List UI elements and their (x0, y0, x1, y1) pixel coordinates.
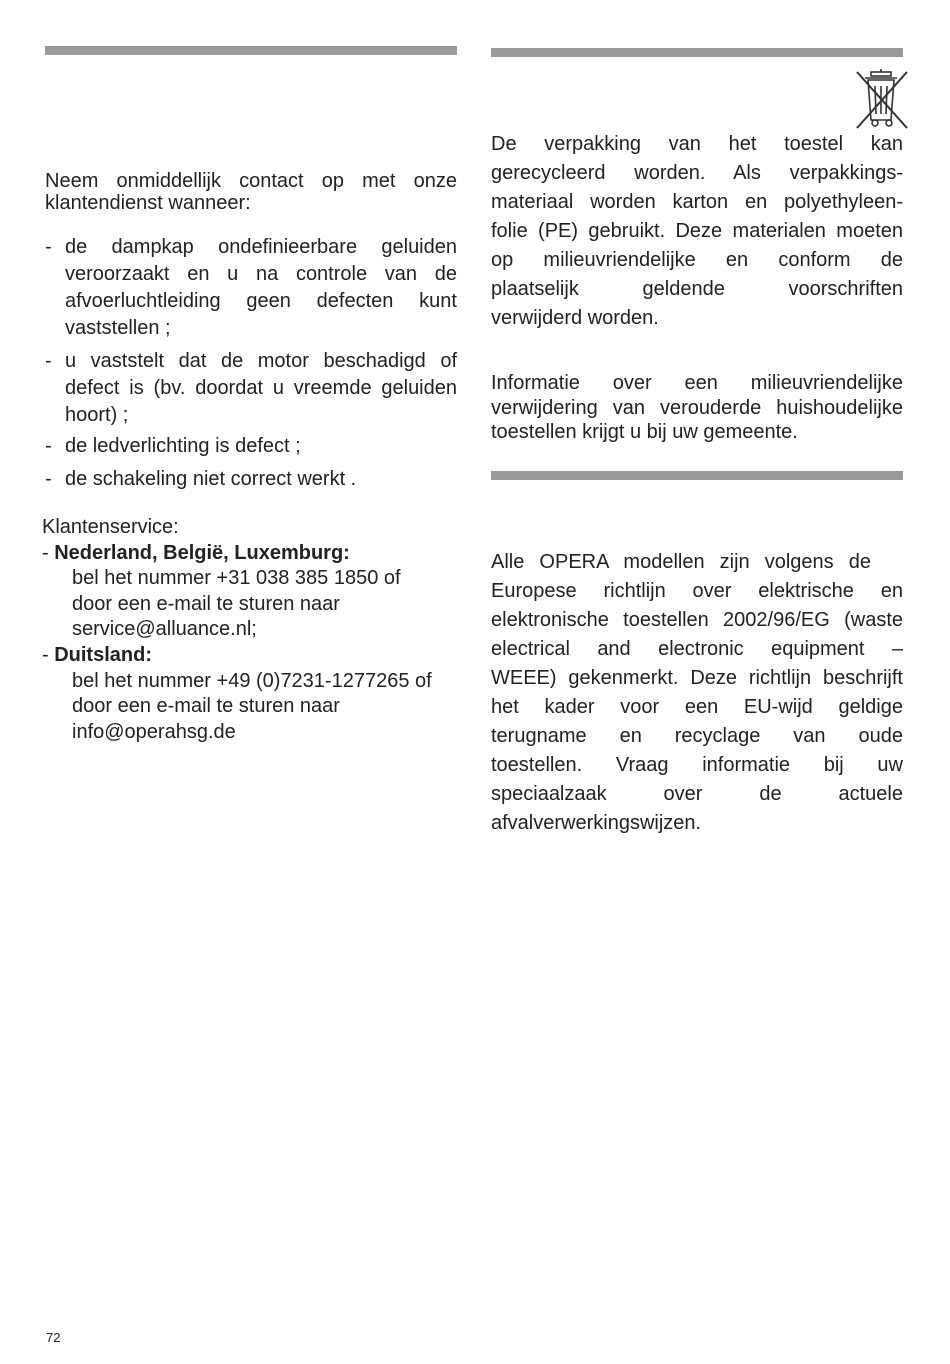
text-line: het kader voor een EU-wijd geldige (491, 696, 903, 718)
customer-service-label: Klantenservice: (42, 516, 179, 538)
text-line: plaatselijk geldende voorschriften (491, 278, 903, 300)
text-line: toestellen. Vraag informatie bij uw (491, 754, 903, 776)
bullet-dash: - (45, 350, 52, 372)
list-item (45, 466, 457, 493)
page-number: 72 (46, 1330, 61, 1345)
region-line: bel het nummer +49 (0)7231-1277265 of (72, 669, 432, 692)
text-line: De verpakking van het toestel kan (491, 133, 903, 155)
customer-service-block (42, 515, 462, 745)
text-line: afvalverwerkingswijzen. (491, 812, 702, 834)
region-line: bel het nummer +31 038 385 1850 of (72, 567, 401, 590)
region-line: door een e-mail te sturen naar (72, 695, 340, 718)
region-name: Duitsland: (54, 643, 152, 666)
bullet-dash: - (45, 435, 52, 457)
bullet-dash: - (45, 236, 52, 258)
text-line: elektronische toestellen 2002/96/EG (waste (491, 609, 903, 631)
text-line: verwijderd worden. (491, 307, 659, 329)
list-item-text: u vaststelt dat de motor beschadigd of defect is (bv. doordat u vreemde geluiden hoort) ; (65, 350, 457, 426)
list-item (45, 234, 457, 342)
region-name: Nederland, België, Luxemburg: (54, 541, 350, 564)
region-line: info@operahsg.de (72, 720, 236, 743)
disposal-info-paragraph (491, 371, 903, 445)
left-column (45, 170, 457, 493)
region-heading: - Duitsland: (42, 643, 152, 666)
list-item-text: de ledverlichting is defect ; (65, 435, 301, 457)
defect-list (45, 234, 457, 493)
text-line: electrical and electronic equipment – (491, 638, 903, 660)
text-line: folie (PE) gebruikt. Deze materialen moeten (491, 220, 903, 242)
text-line: terugname en recyclage van oude (491, 725, 903, 747)
intro-text: Neem onmiddellijk contact op met onze klantendienst wanneer: (45, 170, 457, 214)
text-line: Informatie over een milieuvriendelijke (491, 372, 903, 394)
text-line: materiaal worden karton en polyethyleen- (491, 191, 903, 213)
bullet-dash: - (45, 468, 52, 490)
region-heading: - Nederland, België, Luxemburg: (42, 541, 350, 564)
text-line: gerecycleerd worden. Als verpakkings- (491, 162, 903, 184)
left-section-bar (45, 46, 457, 55)
right-section-bar-middle (491, 471, 903, 480)
weee-paragraph (491, 548, 903, 838)
right-section-bar-top (491, 48, 903, 57)
list-item-text: de schakeling niet correct werkt . (65, 468, 357, 490)
text-line: Alle OPERA modellen zijn volgens de (491, 551, 871, 573)
text-line: verwijdering van verouderde huishoudelijke (491, 396, 903, 419)
list-item-text: de dampkap ondefinieerbare geluiden veroorzaakt en u na controle van de afvoerluchtleiding geen defecten kunt vaststellen ; (65, 236, 457, 339)
region-line: door een e-mail te sturen naar (72, 592, 340, 615)
crossed-out-wheelie-bin-icon (853, 68, 911, 132)
list-item (45, 348, 457, 429)
text-line: op milieuvriendelijke en conform de (491, 249, 903, 271)
text-line: speciaalzaak over de actuele (491, 783, 903, 805)
text-line: toestellen krijgt u bij uw gemeente. (491, 421, 798, 443)
region-line: service@alluance.nl; (72, 618, 257, 641)
text-line: WEEE) gekenmerkt. Deze richtlijn beschrijft (491, 667, 903, 689)
list-item (45, 433, 457, 460)
packaging-paragraph (491, 130, 903, 333)
text-line: Europese richtlijn over elektrische en (491, 580, 903, 602)
